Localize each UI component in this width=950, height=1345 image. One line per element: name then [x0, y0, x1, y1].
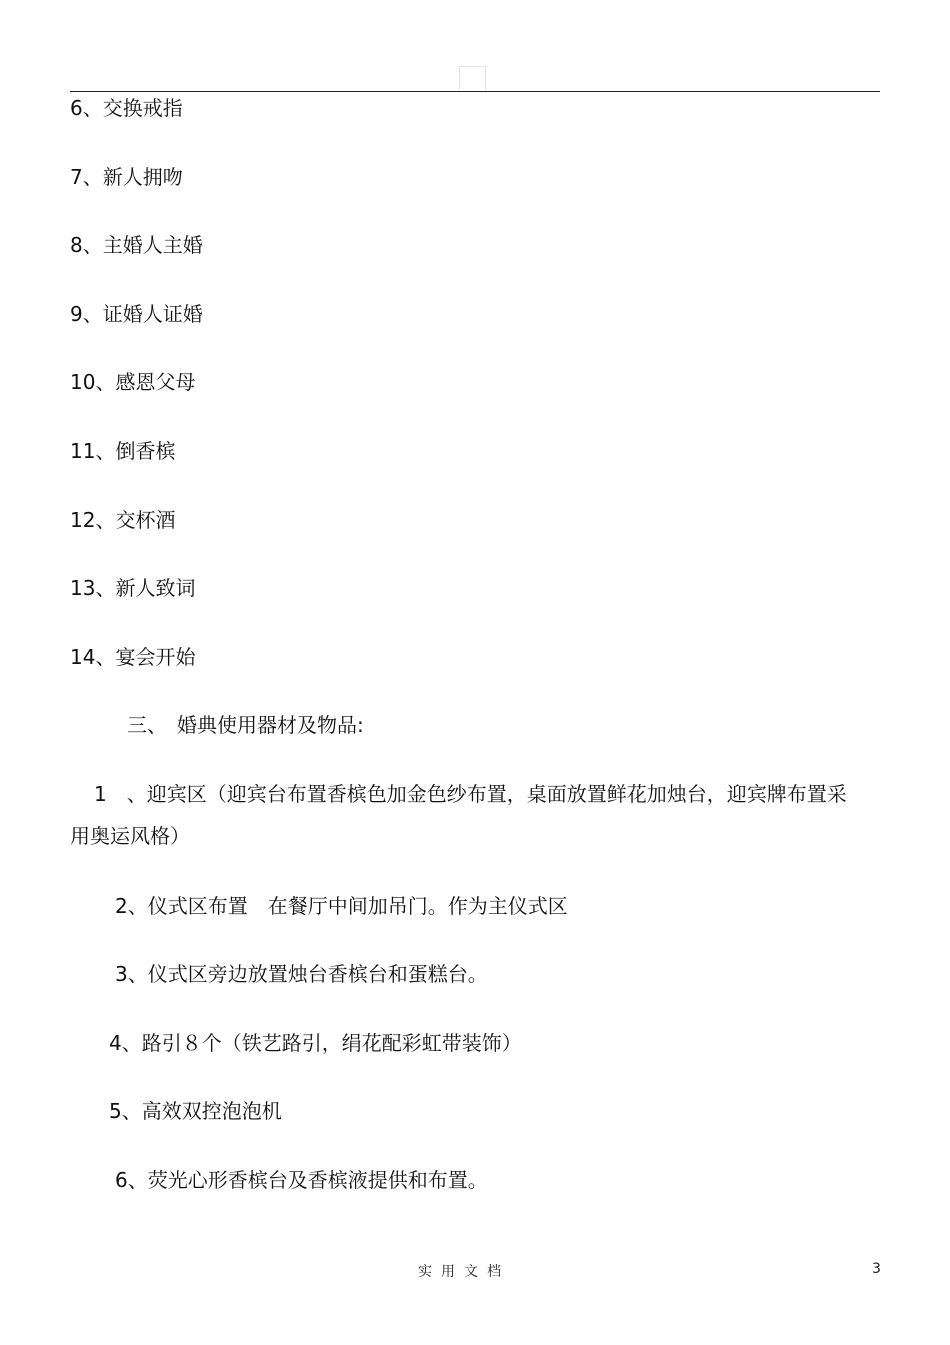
program-item-9: 9、证婚人证婚 [70, 302, 203, 326]
footer-text: 实用文档 [418, 1264, 510, 1280]
program-item-13: 13、新人致词 [70, 576, 196, 600]
program-item-8: 8、主婚人主婚 [70, 233, 203, 257]
section-heading: 三、 婚典使用器材及物品: [127, 713, 364, 737]
equipment-item-3: 3、仪式区旁边放置烛台香槟台和蛋糕台。 [115, 962, 488, 986]
equipment-item-1: 1 、迎宾区（迎宾台布置香槟色加金色纱布置，桌面放置鲜花加烛台，迎宾牌布置采用奥运风格） [70, 782, 847, 848]
header-box [459, 66, 486, 90]
program-item-12: 12、交杯酒 [70, 508, 176, 532]
equipment-item-5: 5、高效双控泡泡机 [109, 1099, 282, 1123]
equipment-item-2: 2、仪式区布置 在餐厅中间加吊门。作为主仪式区 [115, 894, 568, 918]
program-item-6: 6、交换戒指 [70, 96, 183, 120]
program-item-10: 10、感恩父母 [70, 370, 196, 394]
equipment-item-4: 4、路引８个（铁艺路引，绢花配彩虹带装饰） [109, 1031, 522, 1055]
program-item-14: 14、宴会开始 [70, 645, 196, 669]
program-item-11: 11、倒香槟 [70, 439, 176, 463]
program-item-7: 7、新人拥吻 [70, 165, 183, 189]
equipment-item-6: 6、荧光心形香槟台及香槟液提供和布置。 [115, 1168, 488, 1192]
page-number: 3 [872, 1261, 881, 1277]
header-rule [70, 91, 880, 92]
